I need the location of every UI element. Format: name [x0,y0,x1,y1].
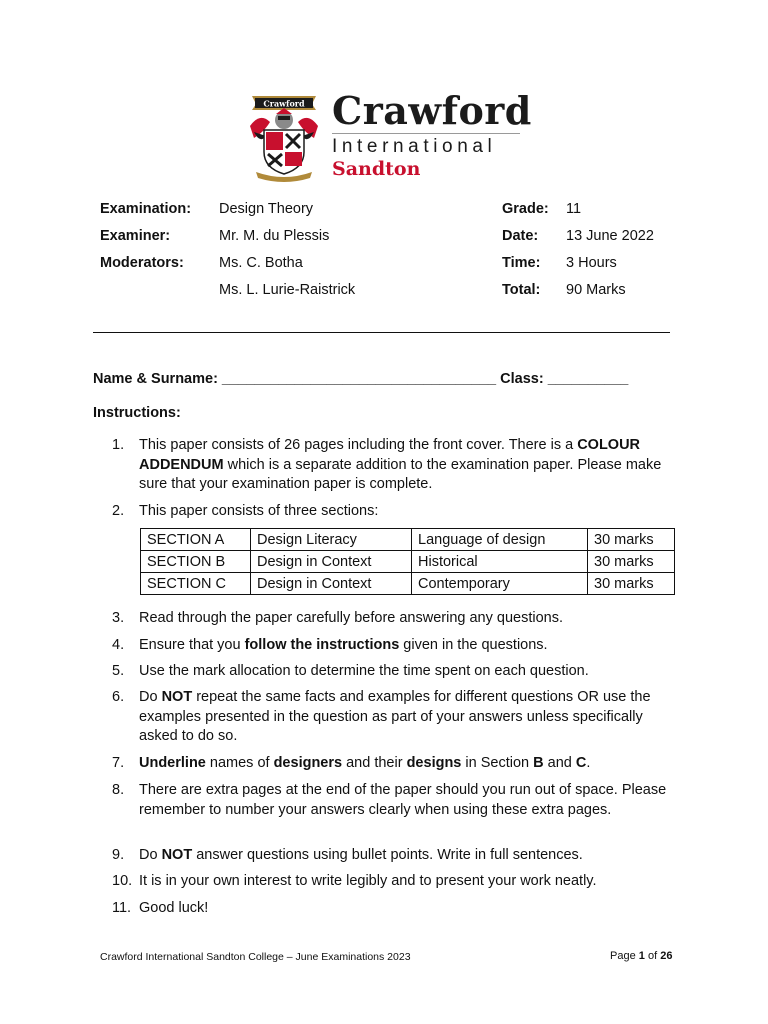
table-cell: Historical [412,551,588,573]
table-cell: Language of design [412,529,588,551]
table-cell: SECTION A [141,529,251,551]
plain-text: and their [342,755,407,771]
date-value: 13 June 2022 [566,228,654,244]
school-logo [246,86,532,182]
time-label: Time: [502,255,541,271]
emphasis-text: designers [273,755,343,771]
total-value: 90 Marks [566,282,626,298]
page-of: of [647,950,658,962]
moderator-2: Ms. L. Lurie-Raistrick [219,282,356,298]
plain-text: and [543,755,576,771]
separator-line [93,332,670,333]
footer-text: Crawford International Sandton College – June Examinations 2023 [100,951,411,963]
plain-text: Read through the paper carefully before answering any questions. [139,610,563,626]
instruction-number: 4. [112,637,125,653]
instruction-text [139,502,672,522]
grade-label: Grade: [502,201,549,217]
moderator-1: Ms. C. Botha [219,255,303,271]
instruction-number: 8. [112,782,125,798]
time-value: 3 Hours [566,255,617,271]
brand-divider [332,133,520,134]
emphasis-text: C [575,755,587,771]
brand-name: Crawford [332,88,532,133]
table-cell: 30 marks [588,573,675,595]
instruction-number: 3. [112,610,125,626]
emphasis-text: follow the instructions [244,637,400,653]
plain-text: This paper consists of three sections: [139,503,379,519]
table-row [141,551,675,573]
instruction-number: 5. [112,663,125,679]
instruction-text [139,688,672,747]
plain-text: in Section [461,755,534,771]
plain-text: This paper consists of 26 pages including the front cover. There is a [139,437,578,453]
emphasis-text: designs [406,755,462,771]
table-cell: Design in Context [251,573,412,595]
examination-value: Design Theory [219,201,314,217]
plain-text: It is in your own interest to write legibly and to present your work neatly. [139,873,597,889]
instruction-text [139,846,672,866]
instruction-number: 2. [112,503,125,519]
instruction-text [139,781,672,820]
date-label: Date: [502,228,539,244]
plain-text: repeat the same facts and examples for different questions OR use the examples presented in the question as part of your answers unless specifically asked to do so. [139,689,651,744]
plain-text: There are extra pages at the end of the paper should you run out of space. Please remember to number your answers clearly when using these extra pages. [139,782,667,818]
total-label: Total: [502,282,541,298]
instruction-text [139,436,672,495]
instruction-number: 11. [112,900,132,916]
emphasis-text: NOT [161,847,193,863]
grade-value: 11 [566,201,582,217]
plain-text: Do [139,847,162,863]
instruction-number: 9. [112,847,125,863]
instruction-text [139,872,672,892]
plain-text: Good luck! [139,900,209,916]
table-cell: SECTION C [141,573,251,595]
brand-sandton: Sandton [332,158,421,180]
page-word: Page [610,950,636,962]
plain-text: which is a separate addition to the examination paper. Please make sure that your examination paper is complete. [139,456,662,492]
moderators-label: Moderators: [100,255,184,271]
instruction-text [139,609,672,629]
emphasis-text: COLOUR ADDENDUM [139,437,641,473]
instruction-text [139,662,672,682]
instruction-number: 10. [112,873,133,889]
table-cell: Contemporary [412,573,588,595]
table-cell: Design in Context [251,551,412,573]
plain-text: Ensure that you [139,637,245,653]
plain-text: Do [139,689,162,705]
table-cell: 30 marks [588,529,675,551]
instruction-number: 7. [112,755,125,771]
sections-table [140,528,675,595]
emphasis-text: Underline [139,755,206,771]
examination-label: Examination: [100,201,192,217]
crest-icon [246,86,322,182]
table-cell: 30 marks [588,551,675,573]
emphasis-text: NOT [161,689,193,705]
plain-text: given in the questions. [399,637,548,653]
table-cell: Design Literacy [251,529,412,551]
instructions-title: Instructions: [93,405,181,421]
page-number [610,950,672,962]
instruction-number: 6. [112,689,125,705]
table-row [141,529,675,551]
plain-text: answer questions using bullet points. Write in full sentences. [192,847,583,863]
instruction-text [139,754,672,774]
plain-text: Use the mark allocation to determine the time spent on each question. [139,663,589,679]
examiner-value: Mr. M. du Plessis [219,228,330,244]
page-current: 1 [638,950,645,962]
table-cell: SECTION B [141,551,251,573]
page-total: 26 [660,950,673,962]
table-row [141,573,675,595]
exam-info [100,201,680,311]
instruction-text [139,636,672,656]
examiner-label: Examiner: [100,228,171,244]
name-class-line: Name & Surname: __________________________________ Class: __________ [93,371,629,387]
emphasis-text: B [533,755,544,771]
instruction-number: 1. [112,437,125,453]
brand-international: International [332,136,497,157]
crest-banner-text: Crawford [263,98,305,109]
instruction-text [139,899,672,919]
plain-text: names of [205,755,274,771]
plain-text: . [586,755,591,771]
